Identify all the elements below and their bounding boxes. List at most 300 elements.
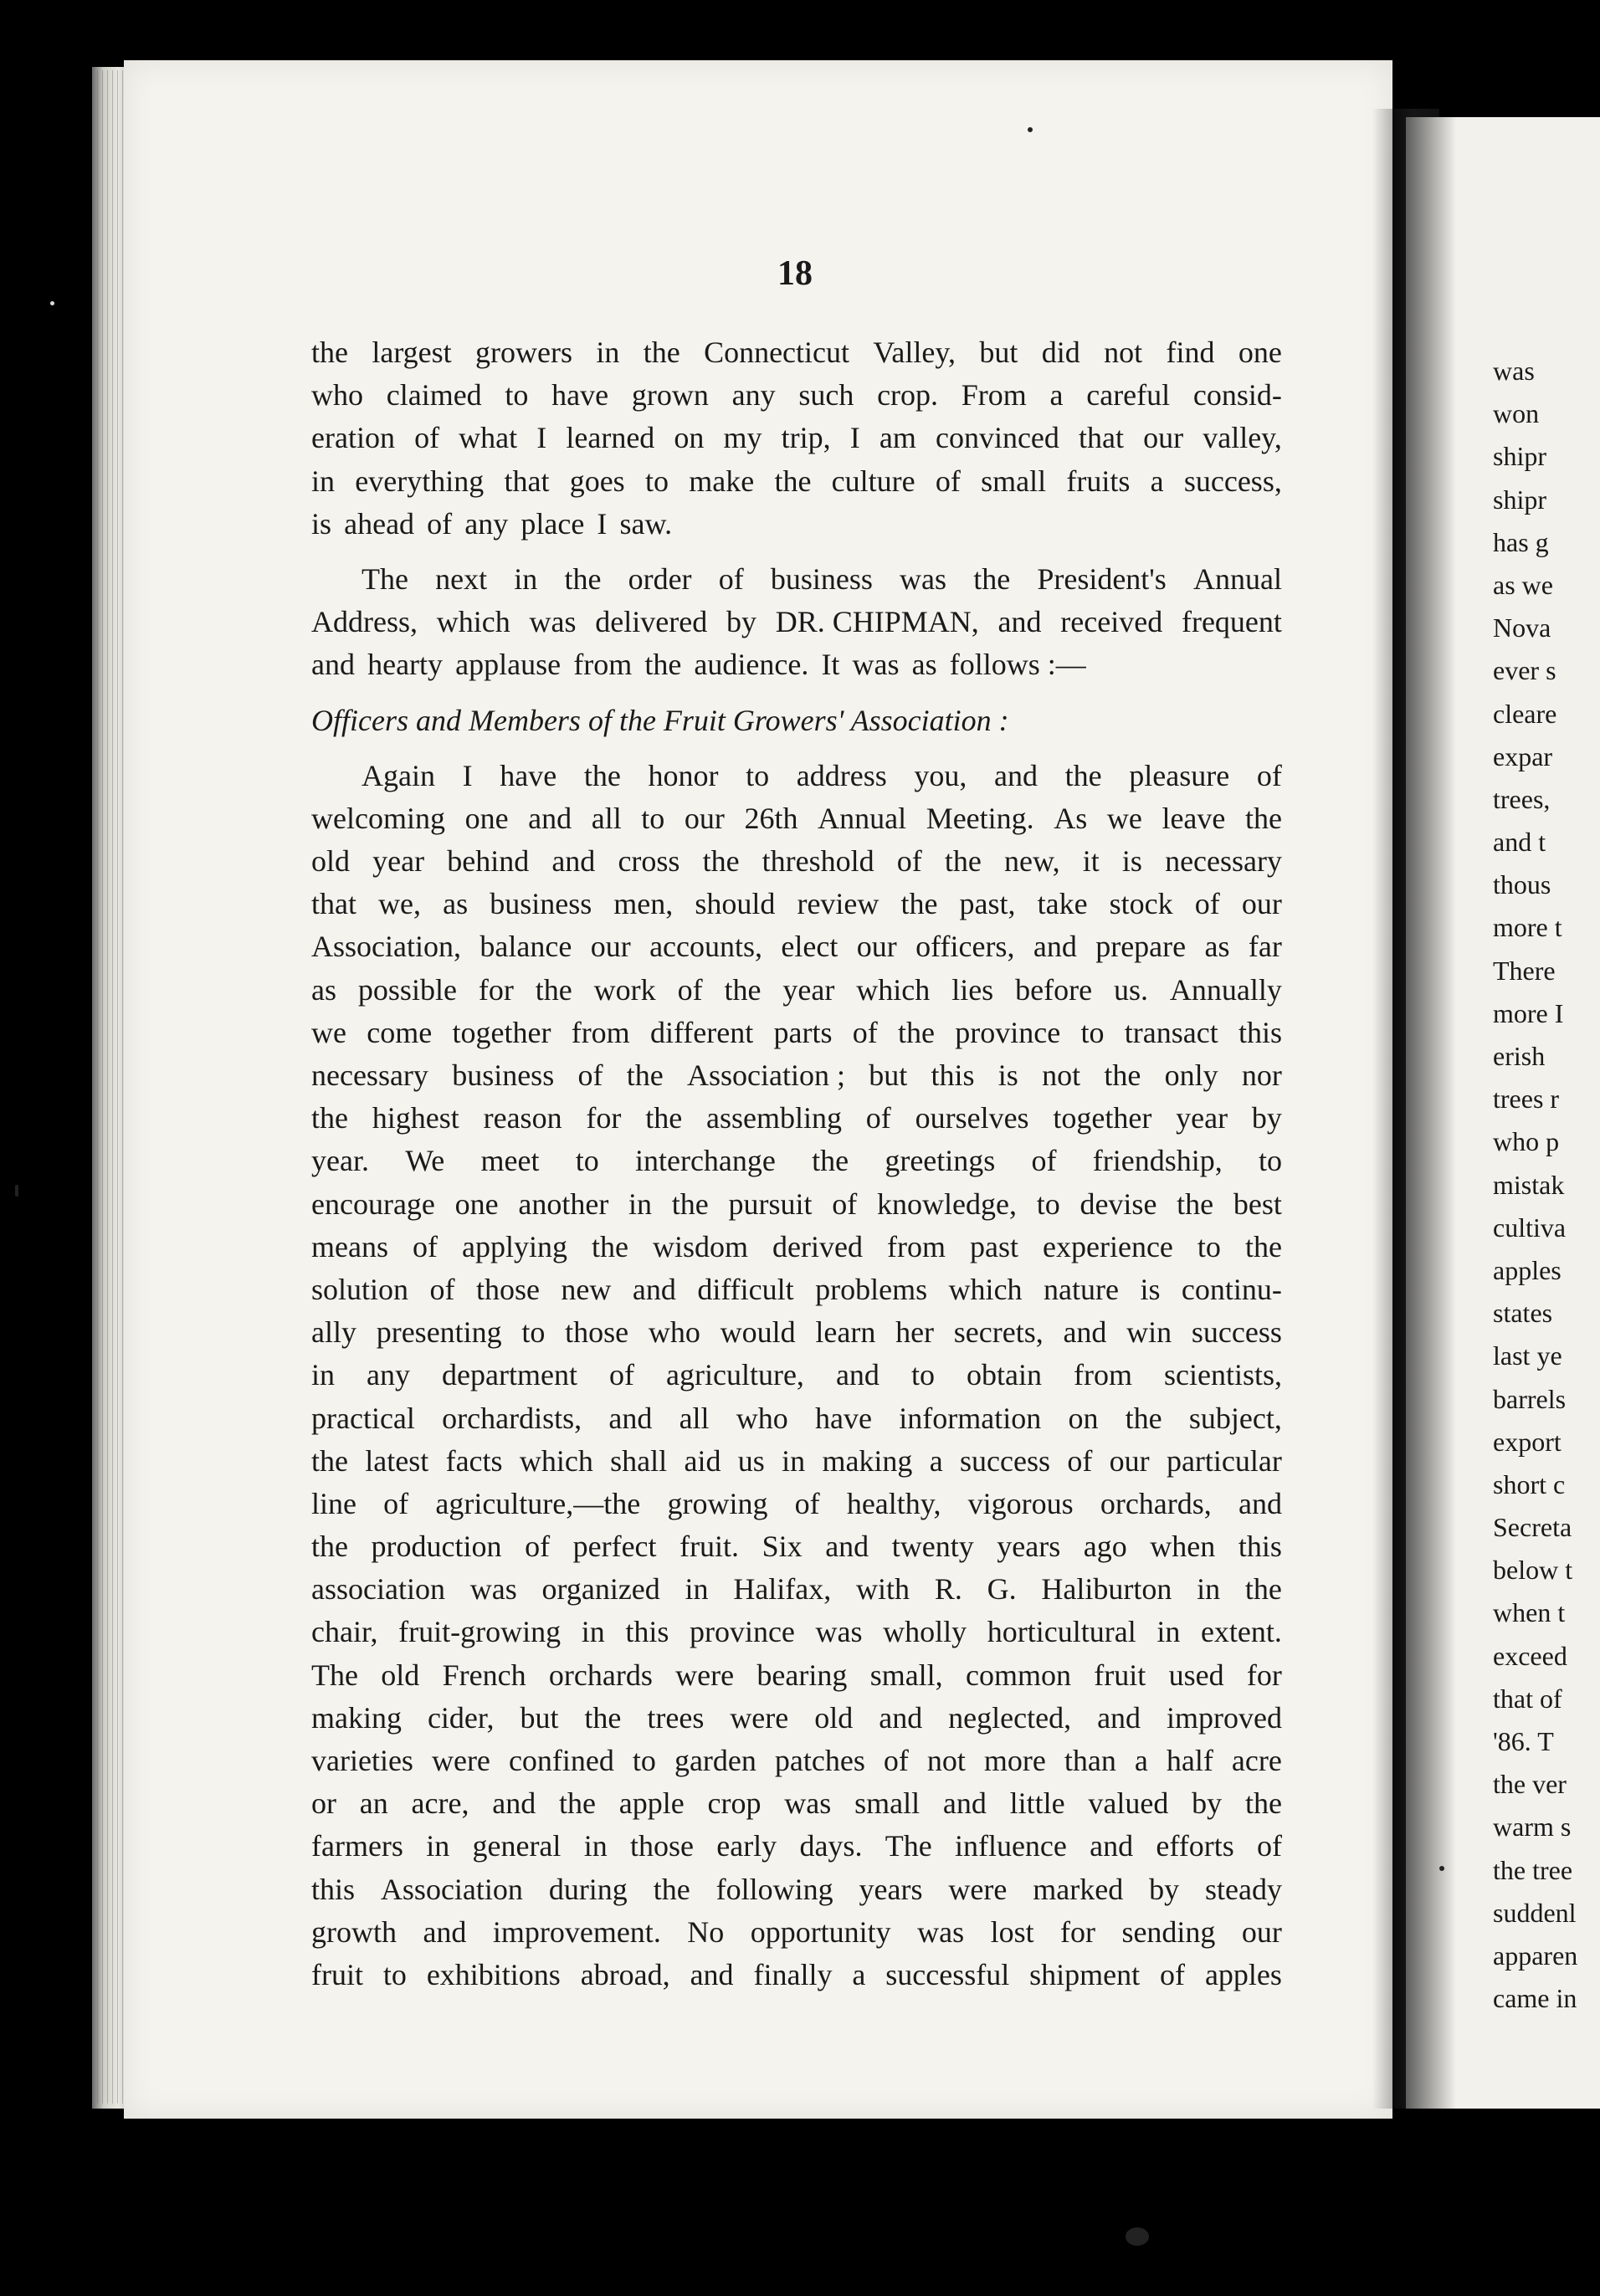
word: general — [472, 1829, 562, 1863]
word: were — [948, 1872, 1008, 1906]
word: and — [492, 1786, 536, 1821]
word: French — [442, 1658, 526, 1692]
text-line — [311, 643, 1282, 686]
word: orchards — [548, 1658, 653, 1692]
word: DR. CHIPMAN, — [775, 605, 979, 639]
right-page-line-fragment: as we — [1493, 569, 1553, 600]
right-page-line-fragment: who p — [1493, 1126, 1560, 1157]
word: culture — [831, 464, 915, 498]
word: vigorous — [967, 1486, 1074, 1520]
word: growth — [311, 1914, 397, 1949]
word: friendship, — [1092, 1144, 1223, 1178]
word: this — [311, 1872, 356, 1906]
word: influence — [954, 1829, 1067, 1863]
right-page-line-fragment: erish — [1493, 1041, 1546, 1071]
word: growers — [475, 336, 572, 369]
word: to — [910, 1358, 935, 1392]
word: not — [926, 1744, 966, 1777]
word: small, — [869, 1658, 943, 1692]
word: I — [597, 506, 608, 541]
word: to — [641, 801, 665, 835]
word: crop — [707, 1786, 762, 1821]
word: of — [794, 1486, 820, 1520]
word: was — [469, 1572, 517, 1607]
word: subject, — [1188, 1401, 1282, 1435]
word: wholly — [883, 1615, 967, 1649]
right-page-line-fragment: last ye — [1493, 1340, 1562, 1371]
word: and — [423, 1914, 467, 1949]
word: that — [311, 887, 356, 921]
word: and — [1063, 1315, 1107, 1350]
word: of — [883, 1744, 909, 1777]
text-line — [311, 417, 1282, 459]
word: solution — [311, 1272, 409, 1306]
word: year — [1176, 1101, 1228, 1135]
word: the — [973, 561, 1011, 596]
word: necessary — [311, 1058, 428, 1092]
right-page-line-fragment: Secreta — [1493, 1512, 1572, 1543]
word: the — [559, 1786, 597, 1821]
word: have — [500, 758, 557, 792]
word: valued — [1088, 1786, 1169, 1821]
word: officers, — [915, 930, 1015, 964]
word: find — [1166, 336, 1215, 369]
word: stock — [1109, 887, 1173, 921]
word: to — [1258, 1144, 1282, 1178]
right-page-line-fragment: thous — [1493, 869, 1551, 900]
word: varieties — [311, 1744, 413, 1777]
word: line — [311, 1486, 356, 1520]
word: of — [1256, 758, 1282, 792]
word: were — [431, 1744, 490, 1777]
word: as — [443, 887, 469, 921]
word: order — [628, 561, 692, 596]
word: parts — [773, 1015, 833, 1049]
word: cider, — [427, 1700, 495, 1735]
word: in — [581, 1615, 605, 1649]
right-page-line-fragment: expar — [1493, 741, 1553, 771]
word: any — [464, 506, 509, 541]
right-page-line-fragment: There — [1493, 955, 1556, 986]
word: Annually — [1169, 972, 1282, 1007]
word: old — [311, 844, 351, 879]
word: by — [1251, 1101, 1282, 1135]
word: assembling — [705, 1101, 842, 1135]
word: department — [442, 1358, 577, 1392]
word: secrets, — [953, 1315, 1044, 1350]
word: Again — [362, 758, 435, 792]
word: and — [1238, 1486, 1282, 1520]
word: Association ; — [686, 1058, 845, 1092]
word: the — [535, 972, 572, 1007]
word: in — [782, 1443, 806, 1478]
word: and — [528, 801, 572, 835]
word: horticultural — [987, 1615, 1136, 1649]
word: review — [797, 887, 879, 921]
word: years — [997, 1530, 1061, 1564]
right-page-line-fragment: won — [1493, 398, 1540, 429]
word: old — [814, 1700, 854, 1735]
word: improved — [1167, 1700, 1282, 1735]
word: lies — [951, 972, 994, 1007]
word: not — [1104, 336, 1143, 369]
word: by — [1192, 1786, 1223, 1821]
word: and — [997, 605, 1042, 639]
word: one — [464, 801, 509, 835]
right-page-line-fragment: export — [1493, 1426, 1562, 1457]
word: is — [997, 1058, 1018, 1092]
word: the — [311, 1443, 348, 1478]
word: 26th — [744, 801, 798, 835]
word: we, — [378, 887, 422, 921]
word: and — [942, 1786, 987, 1821]
word: steady — [1205, 1872, 1282, 1906]
word: together — [452, 1015, 551, 1049]
word: of — [429, 1272, 455, 1306]
word: in — [685, 1572, 709, 1607]
word: ourselves — [915, 1101, 1029, 1135]
word: success — [960, 1443, 1050, 1478]
word: the — [702, 844, 740, 879]
word: abroad, — [580, 1957, 670, 1991]
word: delivered — [595, 605, 708, 639]
right-page-line-fragment: the tree — [1493, 1854, 1573, 1885]
word: it — [1082, 844, 1100, 879]
word: or — [311, 1786, 336, 1821]
word: to — [632, 1744, 656, 1777]
word: was — [815, 1615, 863, 1649]
word: practical — [311, 1401, 415, 1435]
word: my — [723, 421, 762, 455]
word: before — [1015, 972, 1093, 1007]
word: Halifax, — [733, 1572, 832, 1607]
scan-speck — [15, 1185, 18, 1197]
word: than — [1064, 1744, 1116, 1777]
word: to — [575, 1144, 599, 1178]
word: fruits — [1066, 464, 1131, 498]
word: place — [521, 506, 585, 541]
text-line — [311, 1440, 1282, 1483]
word: was — [900, 561, 947, 596]
word: the — [1125, 1401, 1162, 1435]
word: past — [970, 1229, 1018, 1263]
word: more — [983, 1744, 1046, 1777]
word: of — [832, 1186, 858, 1221]
word: prepare — [1095, 930, 1187, 964]
word: have — [551, 378, 609, 413]
right-page-line-fragment: ever s — [1493, 655, 1556, 686]
word: half — [1166, 1744, 1213, 1777]
word: learned — [566, 421, 655, 455]
word: obtain — [966, 1358, 1042, 1392]
word: interchange — [634, 1144, 776, 1178]
word: scientists, — [1163, 1358, 1282, 1392]
word: applause — [455, 648, 562, 682]
word: cross — [618, 844, 680, 879]
paragraph-gap — [311, 546, 1282, 558]
word: address — [796, 758, 887, 792]
scan-speck — [1126, 2227, 1149, 2246]
word: her — [895, 1315, 935, 1350]
word: and — [879, 1700, 923, 1735]
word: improvement. — [492, 1914, 661, 1949]
word: in — [628, 1186, 653, 1221]
word: our — [590, 930, 631, 964]
word: received — [1060, 605, 1163, 639]
word: those — [475, 1272, 540, 1306]
scan-speck — [1028, 127, 1033, 132]
text-line — [311, 1740, 1282, 1782]
word: but — [869, 1058, 908, 1092]
word: which — [519, 1443, 593, 1478]
word: a — [1150, 464, 1164, 498]
word: the — [944, 844, 982, 879]
word: of — [577, 1058, 603, 1092]
word: work — [593, 972, 656, 1007]
word: organized — [541, 1572, 660, 1607]
word: facts — [445, 1443, 503, 1478]
word: I — [536, 421, 547, 455]
word: and — [551, 844, 596, 879]
word: and — [1097, 1700, 1141, 1735]
word: when — [1150, 1530, 1216, 1564]
word: and — [994, 758, 1038, 792]
word: best — [1233, 1186, 1282, 1221]
text-line — [311, 1097, 1282, 1140]
word: and — [1033, 930, 1077, 964]
word: the — [584, 1700, 622, 1735]
word: the — [311, 1530, 348, 1564]
right-page-line-fragment: trees r — [1493, 1084, 1560, 1115]
left-page-text — [311, 331, 1282, 1996]
word: a — [1134, 1744, 1148, 1777]
word: were — [675, 1658, 735, 1692]
text-line — [311, 331, 1282, 374]
word: to — [1036, 1186, 1060, 1221]
word: frequent — [1181, 605, 1282, 639]
word: the — [626, 1058, 664, 1092]
scan-speck — [50, 301, 54, 305]
word: the — [900, 887, 938, 921]
word: in — [311, 464, 336, 498]
right-page-line-fragment: the ver — [1493, 1769, 1567, 1800]
word: in — [514, 561, 538, 596]
right-page-line-fragment: more t — [1493, 912, 1562, 943]
word: G. — [987, 1572, 1017, 1607]
word: have — [815, 1401, 872, 1435]
word: together — [1053, 1101, 1152, 1135]
word: the — [643, 336, 680, 369]
word: year. — [311, 1144, 369, 1178]
right-page-line-fragment: warm s — [1493, 1812, 1572, 1842]
text-line — [311, 883, 1282, 925]
word: not — [1042, 1058, 1081, 1092]
word: and — [608, 1401, 653, 1435]
page-number: 18 — [777, 254, 813, 293]
word: which — [948, 1272, 1023, 1306]
word: who — [648, 1315, 700, 1350]
word: that — [1079, 421, 1124, 455]
word: healthy, — [846, 1486, 941, 1520]
word: was — [529, 605, 577, 639]
word: for — [1246, 1658, 1282, 1692]
right-page-text — [1493, 350, 1600, 2020]
word: threshold — [762, 844, 874, 879]
word: agriculture, — [666, 1358, 804, 1392]
word: to — [505, 378, 529, 413]
text-line — [311, 1354, 1282, 1397]
word: past, — [959, 887, 1016, 921]
word: any — [731, 378, 776, 413]
text-line — [311, 1525, 1282, 1568]
word: little — [1009, 1786, 1065, 1821]
text-line — [311, 1782, 1282, 1825]
word: the — [645, 1101, 683, 1135]
word: transact — [1124, 1015, 1218, 1049]
word: Annual — [1192, 561, 1282, 596]
word: what — [459, 421, 518, 455]
word: is — [311, 506, 332, 541]
text-line — [311, 1611, 1282, 1653]
word: sending — [1121, 1914, 1216, 1949]
word: those — [629, 1829, 694, 1863]
word: would — [720, 1315, 796, 1350]
word: of — [1031, 1144, 1057, 1178]
right-page-line-fragment: suddenl — [1493, 1897, 1577, 1928]
word: this — [625, 1615, 669, 1649]
word: business — [452, 1058, 555, 1092]
word: was — [917, 1914, 965, 1949]
word: as — [1204, 930, 1230, 964]
right-page-line-fragment: and t — [1493, 827, 1546, 858]
word: making — [311, 1700, 402, 1735]
word: this — [931, 1058, 975, 1092]
text-line — [311, 1654, 1282, 1697]
word: marked — [1033, 1872, 1124, 1906]
word: goes — [569, 464, 625, 498]
word: From — [961, 378, 1027, 413]
right-page-line-fragment: states — [1493, 1298, 1553, 1329]
word: of — [852, 1015, 878, 1049]
text-line — [311, 1697, 1282, 1740]
word: during — [548, 1872, 628, 1906]
word: the — [898, 1015, 935, 1049]
word: on — [1068, 1401, 1099, 1435]
text-line — [311, 1483, 1282, 1525]
text-line — [311, 1268, 1282, 1311]
word: we — [311, 1015, 346, 1049]
word: apple — [618, 1786, 685, 1821]
word: nor — [1241, 1058, 1282, 1092]
word: of — [1194, 887, 1220, 921]
word: acre — [1231, 1744, 1282, 1777]
paragraph-gap — [311, 687, 1282, 700]
word: small — [981, 464, 1047, 498]
word: problems — [815, 1272, 928, 1306]
word: saw. — [619, 506, 673, 541]
word: far — [1248, 930, 1282, 964]
word: honor — [648, 758, 719, 792]
word: and — [311, 648, 355, 682]
word: were — [730, 1700, 789, 1735]
word: the — [653, 1872, 690, 1906]
right-page-shadow — [1406, 117, 1456, 2109]
word: orchards, — [1100, 1486, 1212, 1520]
word: year — [782, 972, 835, 1007]
word: of — [1160, 1957, 1186, 1991]
word: in — [426, 1829, 450, 1863]
word: experience — [1043, 1229, 1173, 1263]
right-page-line-fragment: below t — [1493, 1555, 1573, 1586]
word: Association, — [311, 930, 461, 964]
word: neglected, — [948, 1700, 1072, 1735]
word: from — [571, 1015, 630, 1049]
word: of — [1067, 1443, 1093, 1478]
word: to — [521, 1315, 546, 1350]
word: on — [674, 421, 705, 455]
word: audience. — [694, 648, 809, 682]
word: Haliburton — [1041, 1572, 1172, 1607]
word: for — [586, 1101, 622, 1135]
word: such — [798, 378, 854, 413]
word: of — [677, 972, 703, 1007]
word: and — [690, 1957, 734, 1991]
word: behind — [447, 844, 530, 879]
word: to — [1197, 1229, 1221, 1263]
text-line — [311, 1226, 1282, 1268]
right-page-line-fragment: apples — [1493, 1254, 1562, 1285]
word: and — [1090, 1829, 1134, 1863]
word: the — [1177, 1186, 1214, 1221]
word: knowledge, — [877, 1186, 1017, 1221]
text-line — [311, 1183, 1282, 1226]
word: those — [565, 1315, 629, 1350]
right-page-line-fragment: that of — [1493, 1683, 1562, 1714]
word: new — [561, 1272, 612, 1306]
right-page-line-fragment: short c — [1493, 1468, 1566, 1499]
text-line — [311, 1012, 1282, 1054]
word: from — [573, 648, 633, 682]
word: this — [1238, 1530, 1282, 1564]
word: farmers — [311, 1829, 403, 1863]
word: should — [695, 887, 776, 921]
word: year — [372, 844, 425, 879]
word: any — [367, 1358, 411, 1392]
word: highest — [372, 1101, 459, 1135]
word: and — [825, 1530, 869, 1564]
word: who — [311, 378, 363, 413]
word: successful — [885, 1957, 1010, 1991]
word: success, — [1183, 464, 1282, 498]
text-line — [311, 1140, 1282, 1182]
word: Meeting. — [926, 801, 1034, 835]
word: the — [583, 758, 621, 792]
word: a — [1049, 378, 1064, 413]
word: ago — [1083, 1530, 1127, 1564]
text-line — [311, 460, 1282, 503]
word: did — [1041, 336, 1080, 369]
right-page-line-fragment: apparen — [1493, 1940, 1578, 1971]
word: us. — [1113, 972, 1148, 1007]
word: make — [689, 464, 755, 498]
word: President's — [1037, 561, 1167, 596]
word: which — [856, 972, 931, 1007]
word: exhibitions — [426, 1957, 561, 1991]
word: necessary — [1165, 844, 1282, 879]
word: extent. — [1200, 1615, 1282, 1649]
word: Annual — [818, 801, 907, 835]
text-line — [311, 925, 1282, 968]
